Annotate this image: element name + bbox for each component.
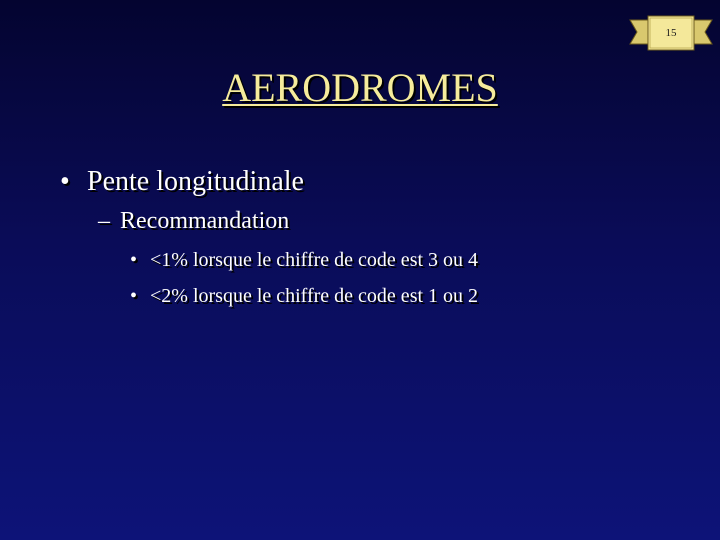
slide-number-badge (628, 14, 714, 54)
bullet-text: Recommandation (120, 208, 290, 234)
bullet-text: <2% lorsque le chiffre de code est 1 ou 2 (150, 285, 479, 307)
bullet-level1 (60, 165, 304, 199)
slide-title-text: AERODROMES (222, 65, 498, 110)
slide-number: 15 (665, 27, 677, 39)
slide-title (0, 64, 720, 112)
dash-marker: – (98, 208, 110, 234)
bullet-text: <1% lorsque le chiffre de code est 3 ou 4 (150, 249, 479, 271)
bullet-level3-item (130, 247, 478, 273)
bullet-level3-item (130, 283, 478, 309)
bullet-level2 (98, 206, 289, 236)
bullet-marker: • (60, 166, 70, 197)
bullet-text: Pente longitudinale (87, 166, 304, 197)
bullet-marker: • (130, 285, 138, 307)
bullet-marker: • (130, 249, 138, 271)
